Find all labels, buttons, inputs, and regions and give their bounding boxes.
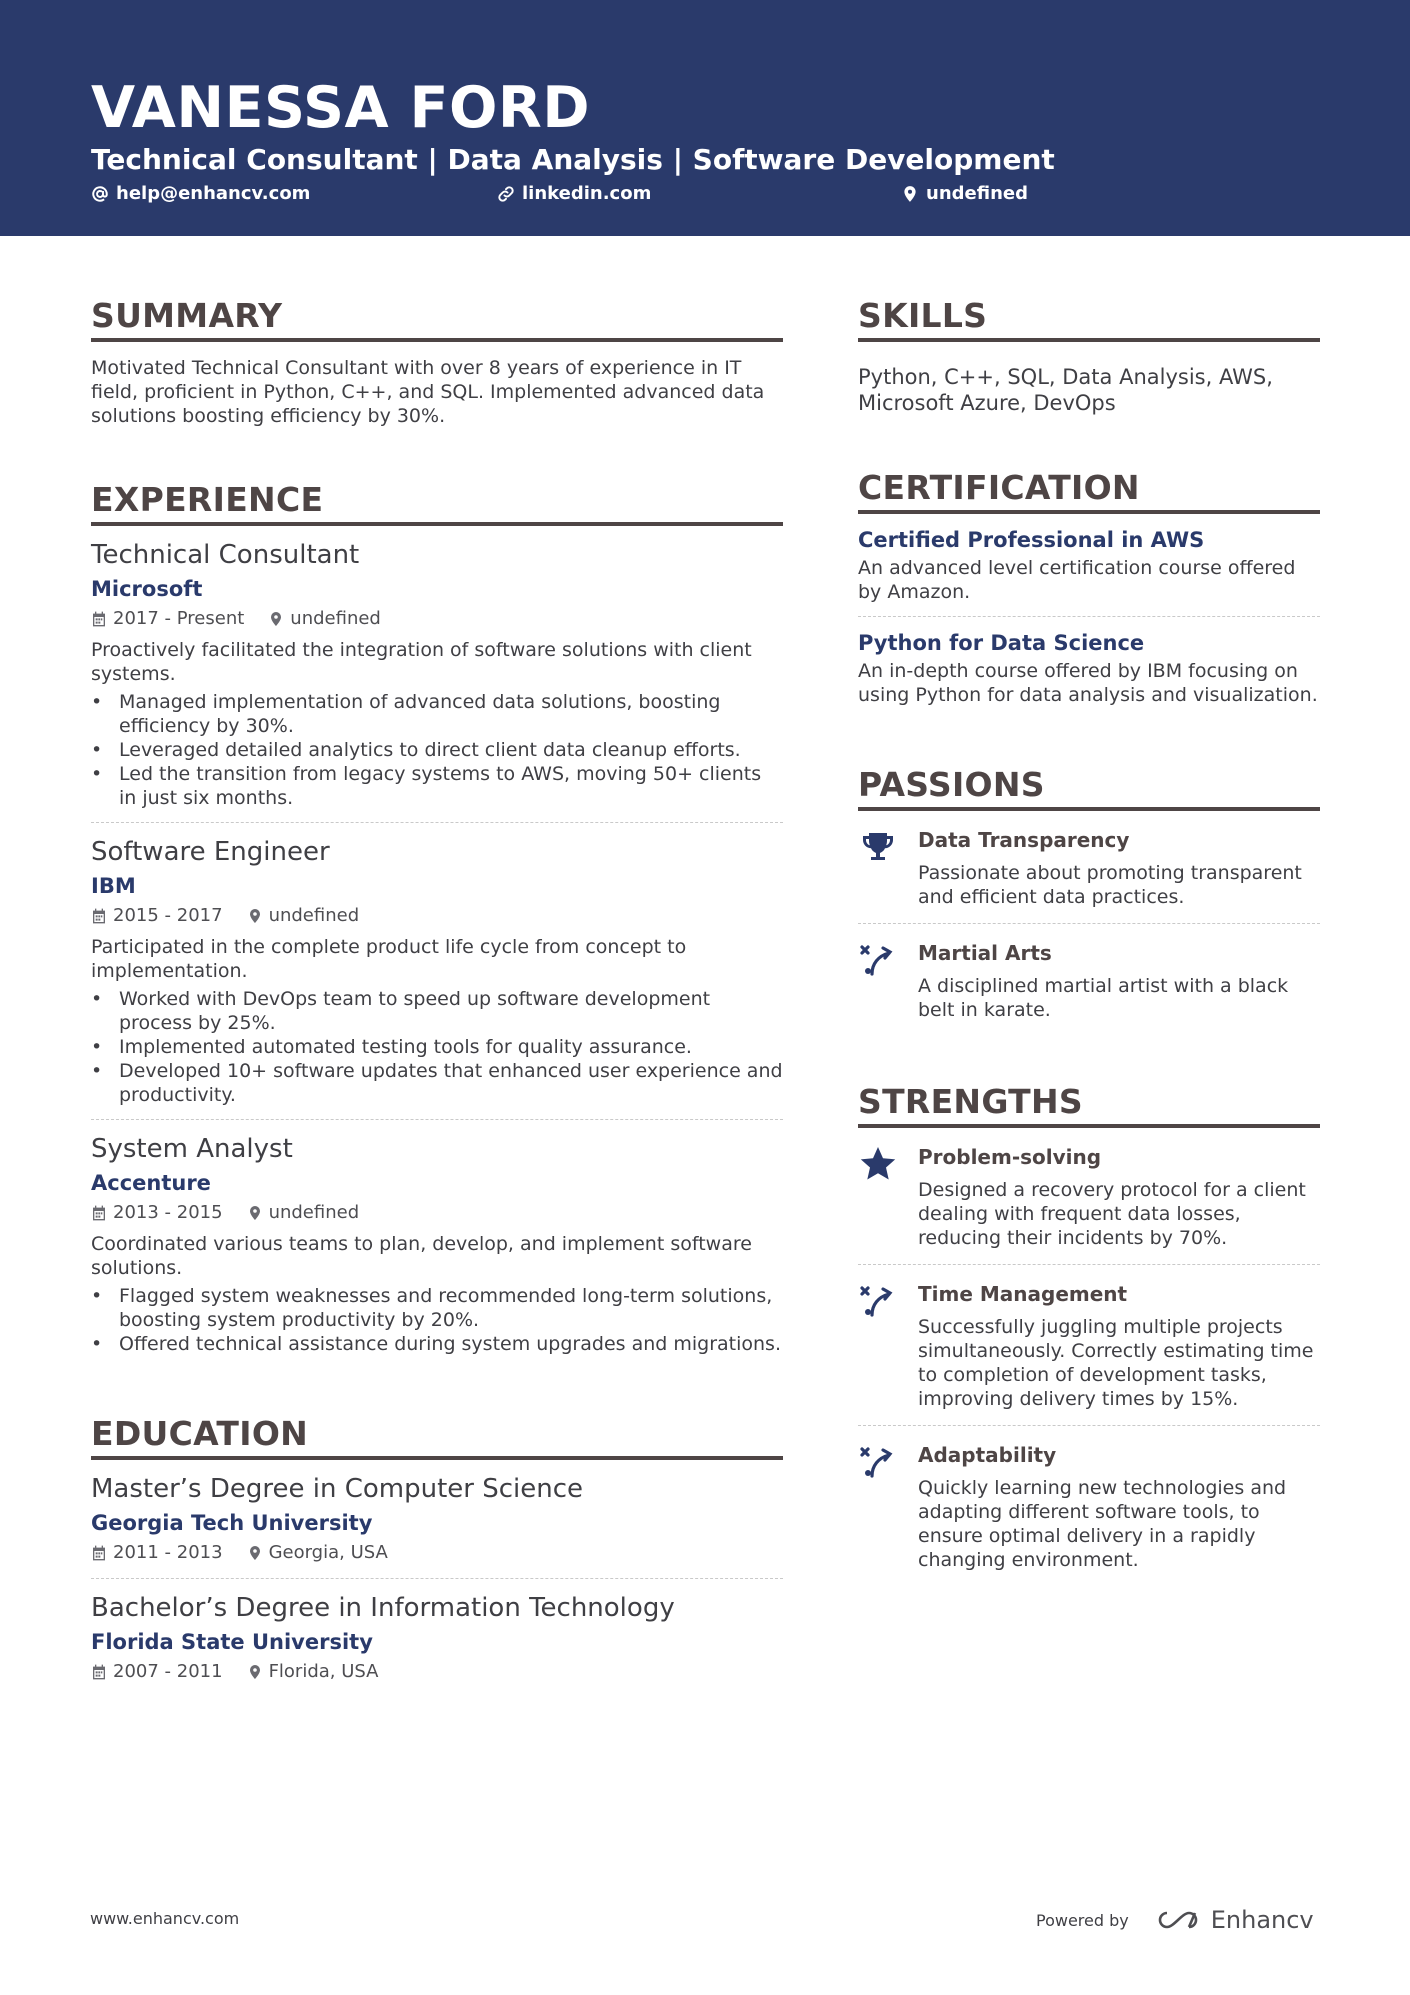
trophy-icon xyxy=(858,827,898,867)
strength-entry xyxy=(858,1265,1320,1426)
strategy-icon xyxy=(858,1281,898,1321)
list-item: • Offered technical assistance during system upgrades and migrations. xyxy=(91,1332,783,1356)
contact-email-text: help@enhancv.com xyxy=(116,183,311,204)
company-name: IBM xyxy=(91,874,136,898)
entry-dates: 2011 - 2013 xyxy=(91,1540,223,1566)
education-heading: EDUCATION xyxy=(91,1414,783,1460)
contact-location xyxy=(901,182,1028,206)
strength-title: Time Management xyxy=(918,1282,1128,1306)
left-column xyxy=(91,296,783,1743)
passion-title: Martial Arts xyxy=(918,941,1052,965)
certification-title: Python for Data Science xyxy=(858,631,1145,655)
job-title: Software Engineer xyxy=(91,837,330,867)
brand-name: Enhancv xyxy=(1210,1906,1314,1934)
list-item: • Flagged system weaknesses and recommended long-term solutions, boosting system productivity by 20%. xyxy=(91,1284,783,1332)
strategy-icon xyxy=(858,1442,898,1482)
certification-description: An advanced level certification course offered by Amazon. xyxy=(858,557,1296,603)
strength-entry xyxy=(858,1128,1320,1265)
degree-title: Bachelor’s Degree in Information Technology xyxy=(91,1593,675,1623)
certification-section xyxy=(858,468,1320,719)
strategy-icon xyxy=(858,940,898,980)
experience-section xyxy=(91,480,783,1368)
entry-meta xyxy=(91,1540,783,1566)
passions-section xyxy=(858,765,1320,1036)
candidate-name: VANESSA FORD xyxy=(91,75,591,141)
entry-location: undefined xyxy=(247,903,360,929)
certification-entry xyxy=(858,514,1320,617)
list-item: • Managed implementation of advanced data solutions, boosting efficiency by 30%. xyxy=(91,690,783,738)
strengths-heading: STRENGTHS xyxy=(858,1082,1320,1128)
certification-heading: CERTIFICATION xyxy=(858,468,1320,514)
location-pin-icon xyxy=(247,908,263,924)
star-icon xyxy=(858,1144,898,1184)
contact-email[interactable] xyxy=(91,182,310,206)
list-item: • Worked with DevOps team to speed up software development process by 25%. xyxy=(91,987,783,1035)
list-item: • Implemented automated testing tools for quality assurance. xyxy=(91,1035,783,1059)
strength-description: Designed a recovery protocol for a client dealing with frequent data losses, reducing their incidents by 70%. xyxy=(918,1179,1306,1249)
strengths-section xyxy=(858,1082,1320,1586)
right-column xyxy=(858,296,1320,1632)
powered-by-label: Powered by xyxy=(1036,1910,1129,1930)
calendar-icon xyxy=(91,908,107,924)
summary-heading: SUMMARY xyxy=(91,296,783,342)
candidate-tagline: Technical Consultant | Data Analysis | Software Development xyxy=(91,143,1055,176)
at-icon xyxy=(91,185,109,203)
contact-linkedin[interactable] xyxy=(497,182,651,206)
list-item: • Leveraged detailed analytics to direct client data cleanup efforts. xyxy=(91,738,783,762)
location-pin-icon xyxy=(247,1545,263,1561)
entry-meta xyxy=(91,903,783,929)
resume-header xyxy=(0,0,1410,236)
education-entry xyxy=(91,1460,783,1579)
job-bullets xyxy=(91,690,783,810)
contact-linkedin-text: linkedin.com xyxy=(522,183,652,204)
passion-title: Data Transparency xyxy=(918,828,1130,852)
job-title: System Analyst xyxy=(91,1134,293,1164)
entry-dates: 2017 - Present xyxy=(91,606,244,632)
contact-location-text: undefined xyxy=(926,183,1028,204)
certification-description: An in-depth course offered by IBM focusing on using Python for data analysis and visualization. xyxy=(858,660,1318,706)
passion-description: Passionate about promoting transparent and efficient data practices. xyxy=(918,862,1302,908)
company-name: Accenture xyxy=(91,1171,211,1195)
job-description: Proactively facilitated the integration of software solutions with client systems. xyxy=(91,639,752,685)
calendar-icon xyxy=(91,1205,107,1221)
strength-description: Successfully juggling multiple projects simultaneously. Correctly estimating time to completion of development tasks, improving delivery times by 15%. xyxy=(918,1316,1314,1410)
entry-meta xyxy=(91,606,783,632)
entry-dates: 2007 - 2011 xyxy=(91,1659,223,1685)
experience-entry xyxy=(91,823,783,1120)
certification-title: Certified Professional in AWS xyxy=(858,528,1205,552)
entry-dates: 2013 - 2015 xyxy=(91,1200,223,1226)
passions-heading: PASSIONS xyxy=(858,765,1320,811)
infinity-logo-icon xyxy=(1155,1907,1201,1933)
passion-entry xyxy=(858,811,1320,924)
entry-meta xyxy=(91,1659,783,1685)
skills-text: Python, C++, SQL, Data Analysis, AWS, Microsoft Azure, DevOps xyxy=(858,365,1273,415)
strength-title: Adaptability xyxy=(918,1443,1057,1467)
skills-heading: SKILLS xyxy=(858,296,1320,342)
summary-text: Motivated Technical Consultant with over 8 years of experience in IT field, proficient in Python, C++, and SQL. Implemented advanced data solutions boosting efficiency by 30%. xyxy=(91,357,765,427)
location-pin-icon xyxy=(268,611,284,627)
degree-title: Master’s Degree in Computer Science xyxy=(91,1474,584,1504)
strength-description: Quickly learning new technologies and adapting different software tools, to ensure optimal delivery in a rapidly changing environment. xyxy=(918,1477,1287,1571)
entry-location: Georgia, USA xyxy=(247,1540,388,1566)
calendar-icon xyxy=(91,1664,107,1680)
certification-entry xyxy=(858,617,1320,719)
entry-dates: 2015 - 2017 xyxy=(91,903,223,929)
footer-website-link[interactable]: www.enhancv.com xyxy=(90,1909,240,1928)
passion-entry xyxy=(858,924,1320,1036)
entry-location: Florida, USA xyxy=(247,1659,379,1685)
summary-section xyxy=(91,296,783,428)
job-bullets xyxy=(91,1284,783,1356)
calendar-icon xyxy=(91,611,107,627)
brand-logo[interactable] xyxy=(1155,1906,1314,1934)
entry-location: undefined xyxy=(268,606,381,632)
education-entry xyxy=(91,1579,783,1697)
strength-entry xyxy=(858,1426,1320,1586)
footer-branding xyxy=(1036,1906,1314,1934)
location-pin-icon xyxy=(901,185,919,203)
entry-location: undefined xyxy=(247,1200,360,1226)
experience-heading: EXPERIENCE xyxy=(91,480,783,526)
entry-meta xyxy=(91,1200,783,1226)
job-description: Coordinated various teams to plan, develop, and implement software solutions. xyxy=(91,1233,752,1279)
location-pin-icon xyxy=(247,1664,263,1680)
experience-entry xyxy=(91,1120,783,1368)
experience-entry xyxy=(91,526,783,823)
school-name: Georgia Tech University xyxy=(91,1511,373,1535)
job-description: Participated in the complete product life cycle from concept to implementation. xyxy=(91,936,687,982)
job-title: Technical Consultant xyxy=(91,540,360,570)
passion-description: A disciplined martial artist with a black belt in karate. xyxy=(918,975,1289,1021)
location-pin-icon xyxy=(247,1205,263,1221)
skills-section xyxy=(858,296,1320,416)
education-section xyxy=(91,1414,783,1697)
list-item: • Developed 10+ software updates that enhanced user experience and productivity. xyxy=(91,1059,783,1107)
calendar-icon xyxy=(91,1545,107,1561)
school-name: Florida State University xyxy=(91,1630,373,1654)
job-bullets xyxy=(91,987,783,1107)
company-name: Microsoft xyxy=(91,577,203,601)
strength-title: Problem-solving xyxy=(918,1145,1102,1169)
link-icon xyxy=(497,185,515,203)
list-item: • Led the transition from legacy systems to AWS, moving 50+ clients in just six months. xyxy=(91,762,783,810)
